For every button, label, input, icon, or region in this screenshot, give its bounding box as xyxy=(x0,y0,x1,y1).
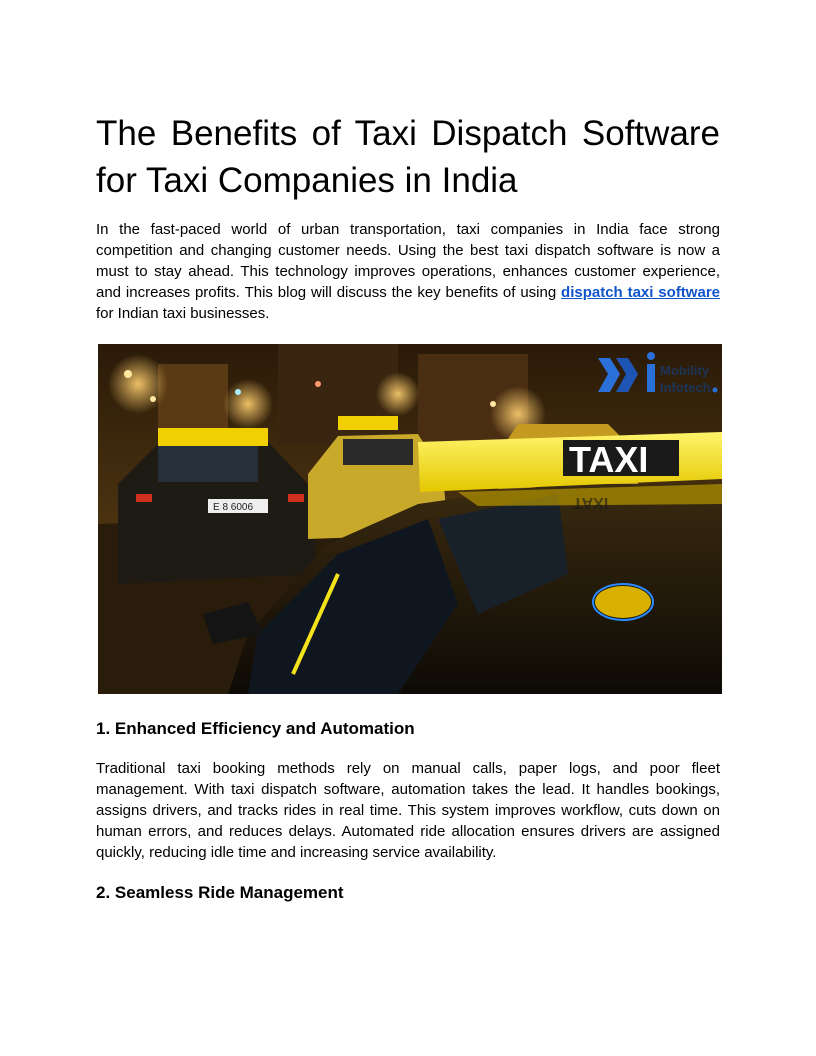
section-2-heading: 2. Seamless Ride Management xyxy=(96,883,344,902)
intro-paragraph xyxy=(96,219,720,324)
intro-text-before: In the fast-paced world of urban transportation, taxi companies in India face strong competition and changing customer needs. Using the best taxi dispatch software is now a must to stay ahead. This technology improves operations, enhances customer experience, and increases profits. This blog will discuss the key benefits of using xyxy=(96,221,720,301)
taxi-sign-text: TAXI xyxy=(569,439,649,480)
section-1-heading: 1. Enhanced Efficiency and Automation xyxy=(96,719,415,738)
dispatch-software-link[interactable]: dispatch taxi software xyxy=(561,284,720,301)
logo-line1: Mobility xyxy=(660,363,710,378)
page-title: The Benefits of Taxi Dispatch Software for Taxi Companies in India xyxy=(96,114,720,200)
intro-text-after: for Indian taxi businesses. xyxy=(96,305,270,322)
section-1-paragraph: Traditional taxi booking methods rely on manual calls, paper logs, and poor fleet management. With taxi dispatch software, automation takes the lead. It handles bookings, assigns drivers, and tracks rides in real time. This system improves workflow, cuts down on human errors, and reduces delays. Automated ride allocation ensures drivers are assigned quickly, reducing idle time and increasing service availability. xyxy=(96,760,720,861)
hero-taxi-image xyxy=(98,344,722,694)
logo-line2: Infotech xyxy=(660,380,711,395)
taxi-sign-reflection: TAXI xyxy=(573,494,609,511)
plate-text: E 8 6006 xyxy=(213,502,254,513)
